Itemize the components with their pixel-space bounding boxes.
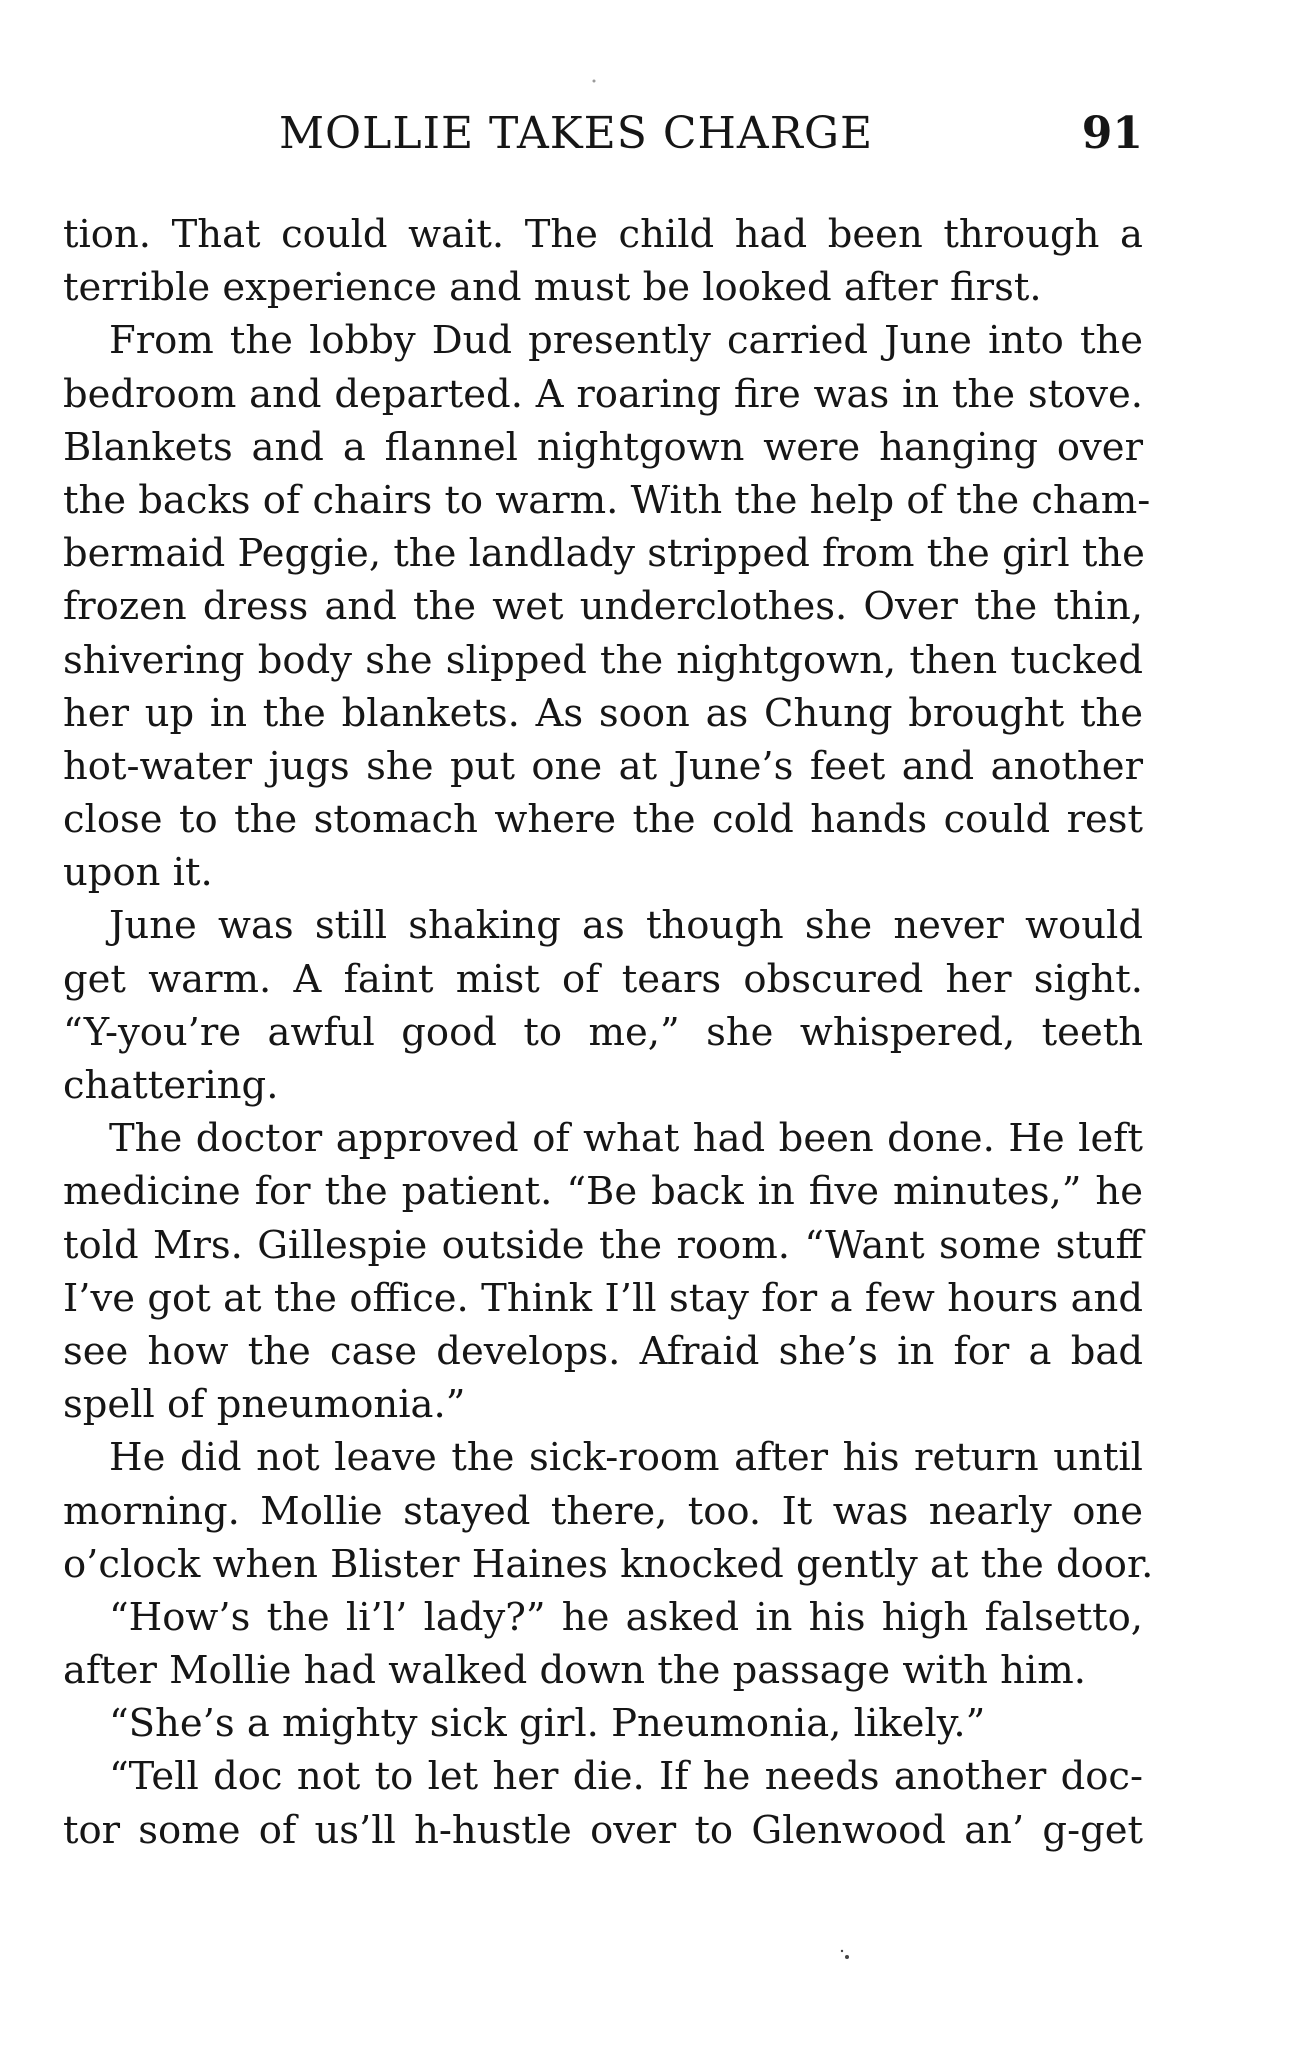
- text-line: He did not leave the sick-room after his return until: [109, 1435, 1143, 1481]
- paper-speck: [593, 80, 596, 83]
- text-line: The doctor approved of what had been done. He left: [109, 1116, 1143, 1162]
- text-line: shivering body she slipped the nightgown, then tucked: [63, 637, 1143, 683]
- text-line: From the lobby Dud presently carried June into the: [109, 318, 1143, 364]
- text-line: June was still shaking as though she never would: [109, 903, 1143, 949]
- body-text: [63, 208, 1154, 1857]
- text-line: morning. Mollie stayed there, too. It was nearly one: [63, 1488, 1143, 1534]
- text-line: “Tell doc not to let her die. If he needs another doc-: [109, 1754, 1143, 1800]
- text-line: tor some of us’ll h-hustle over to Glenwood an’ g-get: [63, 1807, 1143, 1853]
- text-line: I’ve got at the office. Think I’ll stay for a few hours and: [63, 1275, 1143, 1321]
- text-line: spell of pneumonia.”: [63, 1382, 466, 1428]
- text-line: get warm. A faint mist of tears obscured her sight.: [63, 956, 1143, 1002]
- page-number: 91: [1081, 108, 1143, 159]
- text-line: o’clock when Blister Haines knocked gently at the door.: [63, 1541, 1154, 1587]
- text-line: hot-water jugs she put one at June’s feet and another: [63, 743, 1143, 789]
- text-line: bedroom and departed. A roaring fire was in the stove.: [63, 371, 1143, 417]
- text-line: after Mollie had walked down the passage with him.: [63, 1648, 1086, 1694]
- page-header: [63, 108, 1143, 168]
- text-line: see how the case develops. Afraid she’s in for a bad: [63, 1328, 1143, 1374]
- text-line: tion. That could wait. The child had been through a: [63, 212, 1143, 257]
- text-line: bermaid Peggie, the landlady stripped from the girl the: [63, 531, 1145, 577]
- text-line: terrible experience and must be looked after first.: [63, 265, 1042, 311]
- text-line: “She’s a mighty sick girl. Pneumonia, likely.”: [109, 1701, 986, 1747]
- text-line: the backs of chairs to warm. With the help of the cham-: [63, 477, 1151, 523]
- text-line: close to the stomach where the cold hands could rest: [63, 797, 1143, 843]
- text-line: frozen dress and the wet underclothes. Over the thin,: [63, 584, 1143, 630]
- text-line: medicine for the patient. “Be back in five minutes,” he: [63, 1169, 1143, 1215]
- text-line: “How’s the li’l’ lady?” he asked in his high falsetto,: [109, 1594, 1143, 1640]
- paper-speck: [841, 1950, 843, 1952]
- text-line: upon it.: [63, 850, 213, 896]
- text-line: “Y-you’re awful good to me,” she whispered, teeth: [63, 1009, 1143, 1055]
- text-line: Blankets and a flannel nightgown were hanging over: [63, 424, 1143, 470]
- text-line: her up in the blankets. As soon as Chung brought the: [63, 690, 1143, 736]
- paper-speck: [845, 1955, 849, 1959]
- running-head: MOLLIE TAKES CHARGE: [279, 108, 874, 159]
- text-line: told Mrs. Gillespie outside the room. “Want some stuff: [63, 1222, 1143, 1268]
- text-line: chattering.: [63, 1063, 279, 1108]
